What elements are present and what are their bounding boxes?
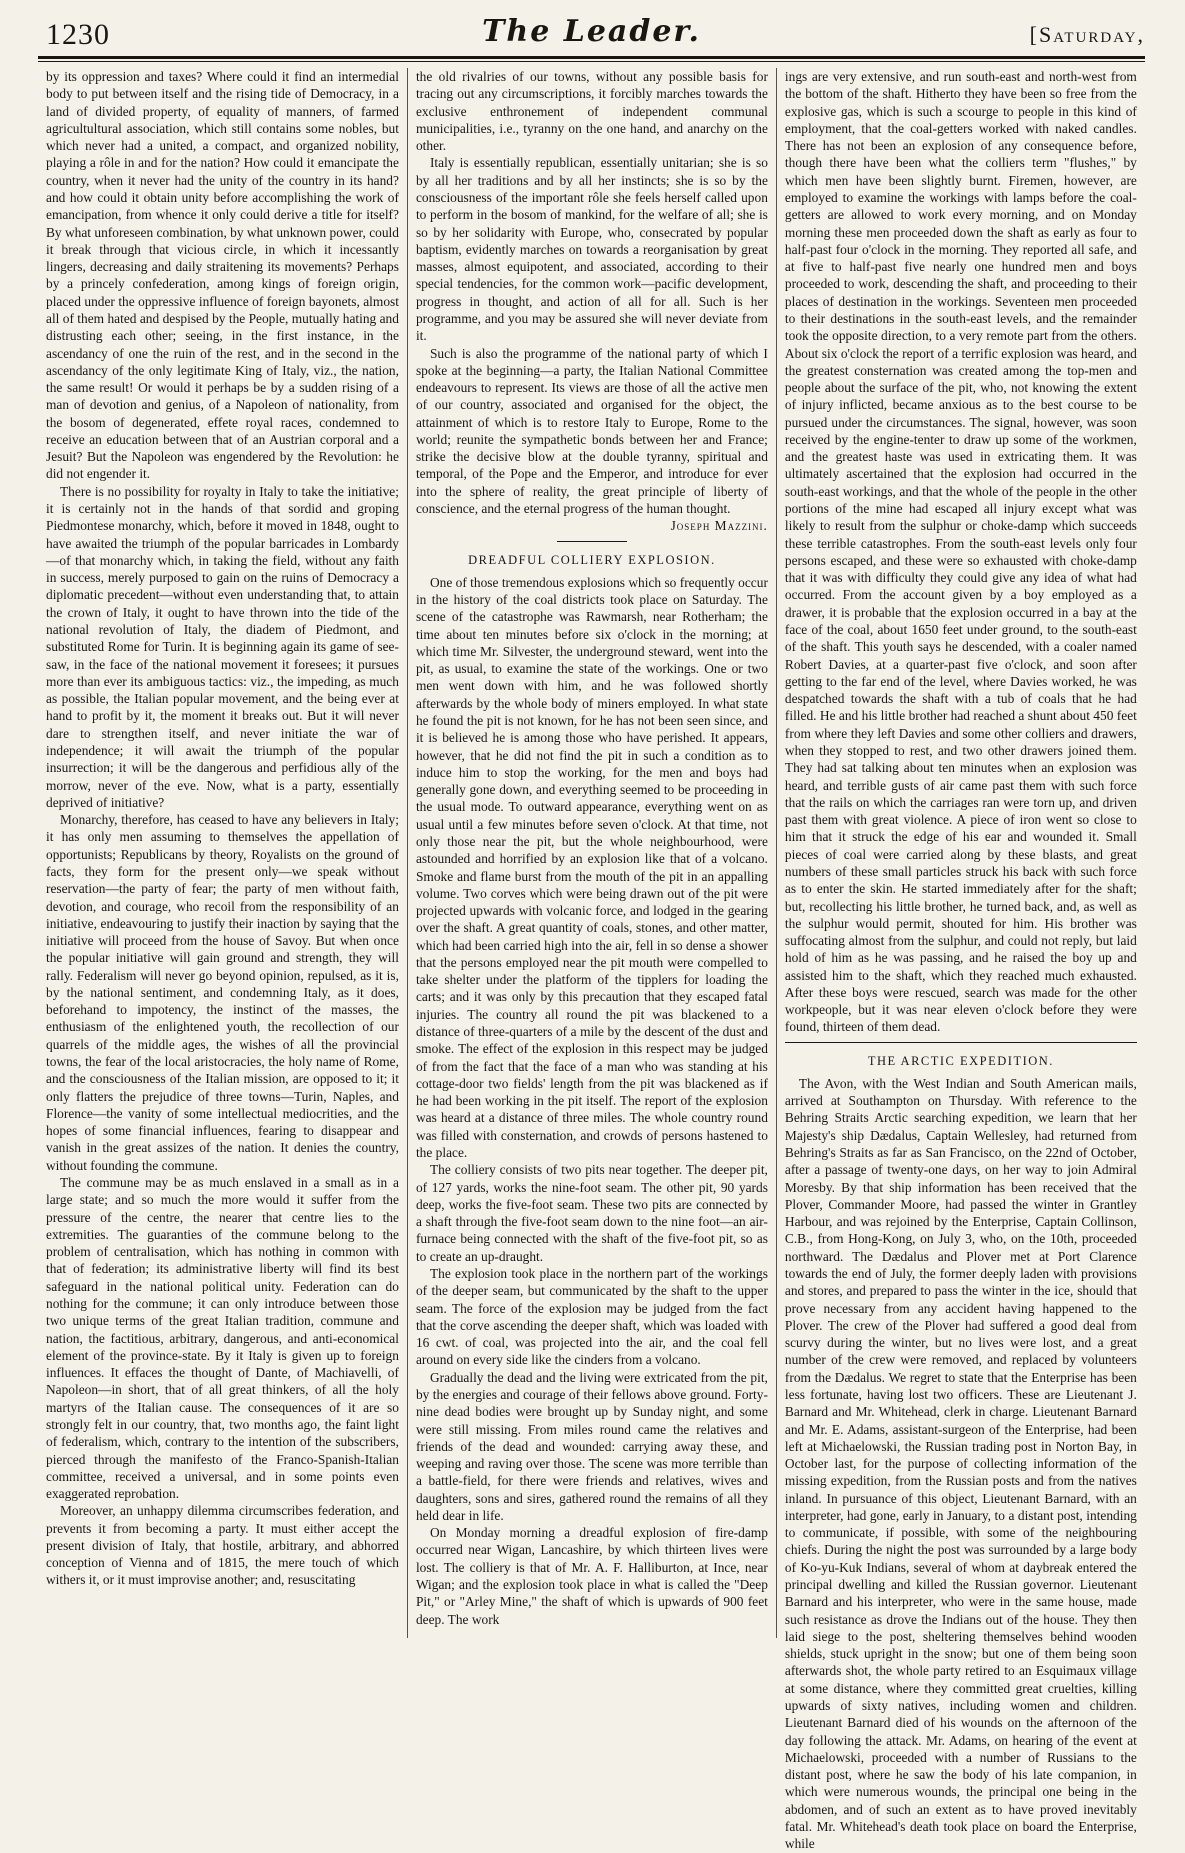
mazzini-paragraph-6: the old rivalries of our towns, without any possible basis for tracing out any circumscriptions, it forcibly marches towards the exclusive enthronement of independent communal municipalities, i.e., tyranny on the one hand, and anarchy on the other. [415,69,768,154]
article-signature: Joseph Mazzini. [670,518,768,534]
mazzini-paragraph-8: Such is also the programme of the national party of which I spoke at the beginning—a party, the Italian National Committee endeavours to represent. Its views are those of all the active men of our country, associated and organised for the object, the attainment of which is to restore Italy to Europe, Rome to the world; reunite the sympathetic bonds between her and France; strike the decisive blow at the double tyranny, spiritual and temporal, of the Pope and the Emperor, and introduce for ever into the sphere of reality, the great principle of liberty of conscience, and the eternal progress of the human thought. [415,345,768,517]
colliery-paragraph-6: ings are very extensive, and run south-east and north-west from the bottom of the shaft. Hitherto they have been so free from the explosive gas, which is such a scourge to people in this kind of employment, that the coal-getters worked with naked candles. There has not been an explosion of any consequence before, though there have been what the colliers term "flushes," by which men have been slightly burnt. Firemen, however, are employed to examine the workings with lamps before the coal-getters are allowed to work every morning, and on Monday morning these men proceeded down the shaft as early as four to half-past four o'clock in the morning. They reported all safe, and at five to half-past five nearly one hundred men and boys proceeded to work, descending the shaft, and proceeding to their places of destination in the workings. Seventeen men proceeded to their destinations in the south-east levels, and the remainder took the opposite direction, to a very remote part from the others. About six o'clock the report of a terrific explosion was heard, and the greatest consternation was created among the top-men and people about the surface of the pit, who, not knowing the extent of injury inflicted, became anxious as to the best course to be pursued under the circumstances. The signal, however, was soon received by the engine-tenter to draw up some of the workmen, and the greatest haste was used in extricating them. It was ultimately ascertained that the explosion had occurred in the south-east workings, and that the whole of the people in the other portions of the mine had escaped all injury except what was likely to result from the sulphur or choke-damp which succeeds these terrible catastrophes. From the south-east levels only four persons escaped, and these were so exhausted with choke-damp that it was with difficulty they could give any idea of what had occurred. From the account given by a boy employed as a drawer, it is probable that the explosion occurred in a bay at the face of the coal, about 1650 feet under ground, to the south-east of the shaft. This youth says he descended, with a coaler named Robert Davies, at a quarter-past five o'clock, and soon after getting to the far end of the level, where Davies worked, he was despatched towards the shaft with a tub of coals that he had filled. He and his little brother had reached a shunt about 450 feet from where they left Davies and some other colliers and drawers, when they stopped to rest, and two other drawers joined them. They had sat talking about ten minutes when an explosion was heard, and terrible gusts of air came past them with such force that the rails on which the carriages ran were torn up, and driven past them with great violence. A piece of iron went so close to him that it struck the edge of his ear and wounded it. Small pieces of coal were carried along by these blasts, and great numbers of these small particles struck his back with such force as to enter the skin. He started immediately after for the shaft; but, recollecting his little brother, he turned back, and, as well as the sulphur would permit, shouted for him. His brother was suffocating almost from the sulphur, and could not reply, but laid hold of him as he was passing, and he raised the boy up and assisted him to the shaft, which they reached much exhausted. After these boys were rescued, search was made for the other workpeople, but it was near eleven o'clock before they were found, thirteen of them dead. [784,69,1137,1035]
colliery-paragraph-4: Gradually the dead and the living were extricated from the pit, by the energies and courage of their fellows above ground. Forty-nine dead bodies were brought up by Sunday night, and some were still missing. From miles round came the relatives and friends of the dead and wounded: carrying away these, and weeping and raving over those. The scene was more terrible than a battle-field, for there were friends and relatives, wives and daughters, sons and sires, gathered round the remains of all they held dear in life. [415,1369,768,1523]
colliery-paragraph-1: One of those tremendous explosions which so frequently occur in the history of the coal districts took place on Saturday. The scene of the catastrophe was Rawmarsh, near Rotherham; the time about ten minutes before six o'clock in the morning; at which time Mr. Silvester, the underground steward, went into the pit, as usual, to examine the state of the workings. One or two men went down with him, and he was followed shortly afterwards by the whole body of miners employed. In what state he found the pit is not known, for he has not been seen since, and it is believed he is among those who have perished. It appears, however, that he did not find the pit in such a condition as to induce him to stop the working, for the men and boys had generally gone down, and everything seemed to be proceeding in the usual mode. To outward appearance, everything went on as usual until a few minutes before seven o'clock. At that time, not only those near the pit, but the whole neighbourhood, were astounded and horrified by an explosion like that of a volcano. Smoke and flame burst from the mouth of the pit in an appalling volume. Two corves which were being drawn out of the pit were projected upwards with volcanic force, and lodged in the gearing over the shaft. A great quantity of coals, stones, and other matter, which had been carried high into the air, fell in so dense a shower that the persons employed near the pit mouth were compelled to take shelter under the platform of the tipplers for loading the carts; and it was only by this precaution that they escaped fatal injuries. The country all round the pit was blackened to a distance of three-quarters of a mile by the descent of the dust and smoke. The effect of the explosion in this respect may be judged of from the fact that the face of a man who was standing at his cottage-door two fields' length from the pit was blackened as if he had been working in the pit itself. The report of the explosion was heard at a distance of three miles. The whole country round was filled with consternation, and crowds of persons hastened to the place. [415,574,768,1160]
column-1 [38,68,407,1638]
dateline: [Saturday, [1029,22,1145,47]
mazzini-paragraph-7: Italy is essentially republican, essentially unitarian; she is so by all her traditions and by all her instincts; she is so by the consciousness of the important rôle she feels herself called upon to perform in the bosom of mankind, for the welfare of all; she is so by her solidarity with Europe, who, consecrated by popular baptism, evidently marches on towards a reorganisation by great masses, almost equipotent, and associated, according to their special tendencies, for the common work—pacific development, progress in thought, and action of all for all. Such is her programme, and you may be assured she will never deviate from it. [415,155,768,344]
column-2 [407,68,776,1638]
masthead [38,12,1145,52]
masthead-rule [38,56,1145,62]
colliery-paragraph-2: The colliery consists of two pits near together. The deeper pit, of 127 yards, works the nine-foot seam. The other pit, 90 yards deep, works the five-foot seam. These two pits are connected by a shaft through the five-foot seam down to the nine foot—an air-furnace being connected with the shaft of the five-foot pit, so as to create an up-draught. [415,1162,768,1264]
colliery-heading: DREADFUL COLLIERY EXPLOSION. [468,552,716,567]
mazzini-paragraph-5: Moreover, an unhappy dilemma circumscribes federation, and prevents it from becoming a party. It must either accept the present division of Italy, that hostile, arbitrary, and abhorred conception of Vienna and of 1815, the mere touch of which withers it, or it must improvise another; and, resuscitating [46,1503,399,1588]
article-columns [38,68,1145,1852]
mazzini-paragraph-1: by its oppression and taxes? Where could it find an intermedial body to put between itself and the rising tide of Democracy, in a land of divided property, of equality of manners, of farmed agricultultural association, which still contains some nobles, but which never had a united, a compact, and organized nobility, playing a rôle in and for the nation? How could it emancipate the country, when it never had the unity of the country in its hand? and how could it obtain unity before accomplishing the work of emancipation, from whence it only could derive a title for itself? By what unforeseen combination, by what unknown power, could it break through that vicious circle, in which it incessantly lingers, decreasing and daily straitening its movements? Perhaps by a princely confederation, among kings of foreign origin, placed under the oppressive influence of foreign bayonets, almost all of them hated and despised by the People, mutually hating and distrusting each other; seeing, in the first instance, in the ascendancy of one the ruin of the rest, and in the second in the ascendancy of the only legitimate King of Italy, viz., the nation, the same result! Or would it perhaps be by a sudden rising of a man of devotion and genius, of a Napoleon of nationality, from the bosom of degenerated, effete royal races, condemned to receive an education between that of an Austrian corporal and a Jesuit? But the Napoleon was engendered by the Revolution: he did not engender it. [46,69,399,482]
page-number: 1230 [46,18,110,51]
section-divider [785,1042,1137,1043]
section-divider [557,541,627,542]
colliery-paragraph-5: On Monday morning a dreadful explosion of fire-damp occurred near Wigan, Lancashire, by which thirteen lives were lost. The colliery is that of Mr. A. F. Halliburton, at Ince, near Wigan; and the explosion took place in what is called the "Deep Pit," or "Arley Mine," the shaft of which is upwards of 900 feet deep. The work [415,1525,768,1627]
mazzini-paragraph-4: The commune may be as much enslaved in a small as in a large state; and so much the more would it suffer from the pressure of the centre, the nearer that centre lies to the extremities. The guaranties of the commune belong to the problem of centralisation, which has nothing in common with that of federation; its administrative liberty will find its best safeguard in the national political unity. Federation can do nothing for the commune; it can only introduce between those two unique terms of the great Italian tradition, commune and nation, the factitious, arbitrary, dangerous, and anti-economical element of the province-state. By it Italy is given up to foreign influences. It effaces the thought of Dante, of Machiavelli, of Napoleon—in short, that of all great thinkers, of all the holy martyrs of the Italian cause. The consequences of it are so strongly felt in our country, that, two months ago, the faint light of federalism, which, contrary to the intention of the subscribers, pierced through the manifesto of the Franco-Spanish-Italian committee, received a universal, and in some points even exaggerated reprobation. [46,1175,399,1502]
mazzini-paragraph-2: There is no possibility for royalty in Italy to take the initiative; it is certainly not in the hands of that sordid and groping Piedmontese monarchy, which, before it moved in 1848, ought to have awaited the triumph of the popular barricades in Lombardy—of that monarchy which, in taking the field, without any faith in success, merely purposed to gain on the ruins of Democracy a diplomatic precedent—without even understanding that, to attain the crown of Italy, it ought to have thrown into the tide of the national revolution of Italy, the diadem of Piedmont, and substituted Rome for Turin. It is beginning again its game of see-saw, in the face of the national movement it foresees; it pursues more than ever its ambiguous tactics: viz., the impeding, as much as possible, the Italian popular movement, and the being ever at hand to profit by it, the moment it breaks out. But it will never dare to strengthen itself, and never initiate the war of independence; it will await the triumph of the popular insurrection; it will be the dangerous and perfidious ally of the morrow, never of the eve. Now, what is a party, essentially deprived of initiative? [46,483,399,810]
mazzini-paragraph-3: Monarchy, therefore, has ceased to have any believers in Italy; it has only men assuming to themselves the appellation of opportunists; Republicans by theory, Royalists on the ground of facts, they form for the present only—we speak without reservation—the party of fear; the party of men without faith, devotion, and courage, who recoil from the responsibility of an initiative, endeavouring to justify their inaction by saying that the initiative will proceed from the house of Savoy. But when once the popular initiative will gain ground and strength, they will rally. Federalism will never go beyond opinion, repulsed, as it is, by the national sentiment, and condemning Italy, as it does, beforehand to impotency, the instinct of the masses, the enthusiasm of the enlightened youth, the recollection of our quarrels of the middle ages, the wishes of all the provincial towns, the fear of the local aristocracies, the holy name of Rome, and the consciousness of the Italian mission, are opposed to it; it only flatters the prejudice of three towns—Turin, Naples, and Florence—the vanity of some intellectual mediocrities, and the hopes of some financial influences, fearing to disappear and vanish in the great assizes of the nation. It denies the country, without founding the commune. [46,812,399,1173]
column-3 [776,68,1145,1852]
arctic-paragraph-1: The Avon, with the West Indian and South American mails, arrived at Southampton on Thursday. With reference to the Behring Straits Arctic searching expedition, we learn that her Majesty's ship Dædalus, Captain Wellesley, had returned from Behring's Straits as far as San Francisco, on the 22nd of October, after a passage of twenty-one days, on her way to join Admiral Moresby. By that ship information has been received that the Plover, Commander Moore, had passed the winter in Grantley Harbour, and was rejoined by the Enterprise, Captain Collinson, C.B., from Hong-Kong, on July 3, who, on the 10th, proceeded northward. The Dædalus and Plover met at Port Clarence towards the end of July, the former deeply laden with provisions and stores, and prepared to pass the winter in the ice, should that prove necessary from any accident having happened to the Plover. The crew of the Plover had suffered a good deal from scurvy during the winter, but no lives were lost, and a great number of the crew were removed, and replaced by volunteers from the Dædalus. We regret to state that the Enterprise has been less fortunate, having lost two officers. These are Lieutenant J. Barnard and Mr. Whitehead, clerk in charge. Lieutenant Barnard and Mr. E. Adams, assistant-surgeon of the Enterprise, had been left at Michaelowski, the Russian trading post in Norton Bay, in October last, for the purpose of collecting information of the missing expedition, from the Russian posts and from the natives inland. In pursuance of this object, Lieutenant Barnard, with an interpreter, had gone, early in January, to a distant post, intending to communicate, if possible, with some of the neighbouring chiefs. During the night the post was surrounded by a large body of Ko-yu-Kuk Indians, several of whom at daybreak entered the principal dwelling and killed the Russian governor. Lieutenant Barnard and his interpreter, who were in the same house, made such resistance as drove the Indians out of the house. They then laid siege to the post, sheltering themselves behind wooden shields, stuck upright in the snow; but one of them being soon afterwards shot, the whole party retired to an Esquimaux village at some distance, where they committed great cruelties, killing upwards of sixty natives, including women and children. Lieutenant Barnard died of his wounds on the afternoon of the day following the attack. Mr. Adams, on hearing of the event at Michaelowski, proceeded with a number of Russians to the distant post, where he saw the body of his late companion, in which were numerous wounds, the principal one being in the abdomen, and of such an extent as to have proved inevitably fatal. Mr. Whitehead's death took place on board the Enterprise, while [784,1075,1137,1852]
colliery-paragraph-3: The explosion took place in the northern part of the workings of the deeper seam, but communicated by the shaft to the upper seam. The force of the explosion may be judged from the fact that the corve ascending the deeper shaft, which was loaded with 16 cwt. of coal, was projected into the air, and the coal fell around on every side like the cinders from a volcano. [415,1265,768,1368]
arctic-heading: THE ARCTIC EXPEDITION. [867,1053,1054,1068]
newspaper-title: The Leader. [482,14,701,49]
